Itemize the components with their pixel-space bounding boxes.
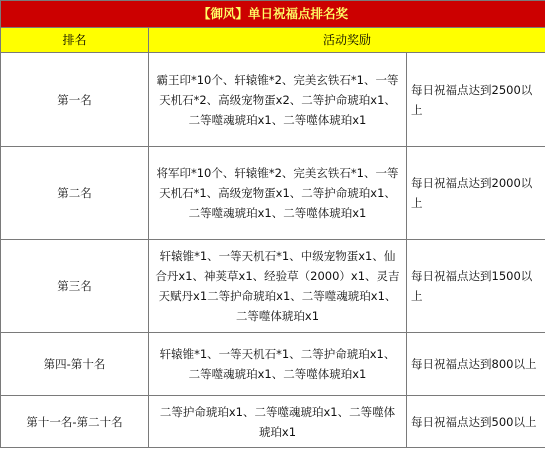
condition-line: 上	[411, 102, 423, 117]
reward-line: 霸王印*10个、轩辕锥*2、完美玄铁石*1、一等	[156, 72, 399, 87]
condition-cell	[407, 333, 545, 396]
reward-items-cell	[149, 240, 407, 333]
rank-cell: 第一名	[1, 53, 149, 147]
table-row	[1, 333, 545, 396]
reward-items-cell	[149, 333, 407, 396]
reward-line: 二等噬魂琥珀x1、二等噬体琥珀x1	[188, 367, 367, 381]
reward-line: 天机石*1、高级宠物蛋x1、二等护命琥珀x1、	[159, 186, 396, 200]
table-row	[1, 396, 545, 448]
reward-line: 将军印*10个、轩辕锥*2、完美玄铁石*1、一等	[156, 166, 399, 180]
rank-cell: 第十一名-第二十名	[1, 396, 149, 448]
table-row	[1, 147, 545, 240]
reward-line: 二等护命琥珀x1、二等噬魂琥珀x1、二等噬体	[159, 404, 396, 419]
condition-line: 上	[411, 196, 423, 210]
reward-line: 天赋丹x1二等护命琥珀x1、二等噬魂琥珀x1、	[158, 289, 397, 303]
reward-line: 轩辕锥*1、一等天机石*1、二等护命琥珀x1、	[159, 347, 396, 361]
condition-line: 每日祝福点达到2000以	[411, 176, 533, 190]
table-title: 【御风】单日祝福点排名奖	[1, 1, 545, 28]
reward-line: 二等噬魂琥珀x1、二等噬体琥珀x1	[188, 206, 367, 220]
reward-line: 轩辕锥*1、一等天机石*1、中级宠物蛋x1、仙	[159, 249, 396, 263]
table-row	[1, 53, 545, 147]
condition-cell	[407, 396, 545, 448]
condition-line: 每日祝福点达到800以上	[411, 357, 537, 371]
condition-cell	[407, 240, 545, 333]
rank-cell: 第三名	[1, 240, 149, 333]
table-title-row	[1, 1, 545, 28]
condition-line: 每日祝福点达到500以上	[411, 414, 537, 429]
table-header-row	[1, 28, 545, 53]
reward-items-cell	[149, 396, 407, 448]
reward-line: 二等噬魂琥珀x1、二等噬体琥珀x1	[188, 112, 367, 127]
reward-line: 二等噬体琥珀x1	[235, 309, 320, 323]
condition-line: 每日祝福点达到1500以	[411, 269, 533, 283]
condition-line: 每日祝福点达到2500以	[411, 82, 533, 97]
rank-cell: 第四-第十名	[1, 333, 149, 396]
condition-line: 上	[411, 289, 423, 303]
reward-line: 天机石*2、高级宠物蛋x2、二等护命琥珀x1、	[159, 92, 396, 107]
condition-cell	[407, 53, 545, 147]
reward-items-cell	[149, 147, 407, 240]
reward-line: 合丹x1、神荚草x1、经验草（2000）x1、灵吉	[155, 269, 400, 283]
rank-column-header: 排名	[1, 28, 149, 53]
condition-cell	[407, 147, 545, 240]
rank-cell: 第二名	[1, 147, 149, 240]
table-row	[1, 240, 545, 333]
reward-column-header: 活动奖励	[149, 28, 545, 53]
reward-line: 琥珀x1	[258, 424, 297, 439]
reward-items-cell	[149, 53, 407, 147]
